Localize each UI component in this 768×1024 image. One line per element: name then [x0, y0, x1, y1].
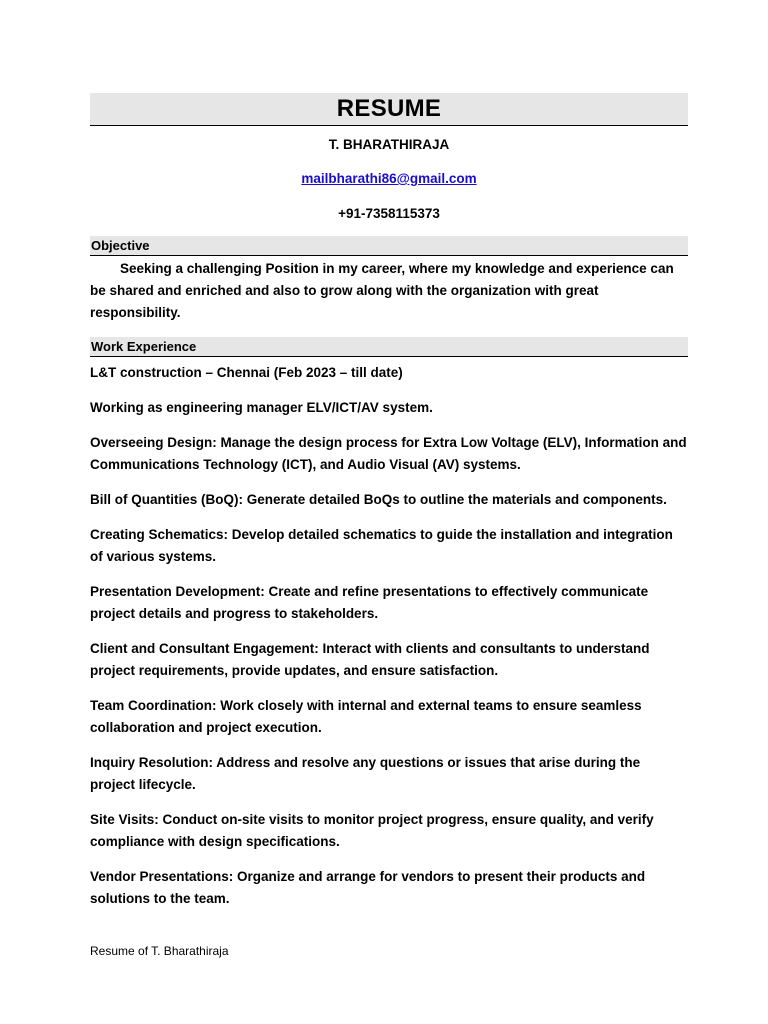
experience-item: Overseeing Design: Manage the design process for Extra Low Voltage (ELV), Information and Communications Technology (ICT), and Audio Visual (AV) systems. [90, 435, 687, 472]
page-footer: Resume of T. Bharathiraja [90, 944, 229, 958]
experience-item: Presentation Development: Create and refine presentations to effectively communicate project details and progress to stakeholders. [90, 584, 649, 621]
experience-item: Vendor Presentations: Organize and arrange for vendors to present their products and solutions to the team. [90, 869, 646, 906]
experience-item: Site Visits: Conduct on-site visits to monitor project progress, ensure quality, and verify compliance with design specifications. [90, 812, 654, 849]
email-line [90, 169, 688, 189]
page-title: RESUME [336, 95, 442, 122]
experience-item: Client and Consultant Engagement: Interact with clients and consultants to understand project requirements, provide updates, and ensure satisfaction. [90, 641, 650, 678]
email-link[interactable]: mailbharathi86@gmail.com [301, 171, 477, 186]
resume-page [90, 93, 688, 910]
objective-heading: Objective [90, 236, 688, 256]
objective-text: Seeking a challenging Position in my career, where my knowledge and experience can be shared and enriched and also to grow along with the organization with great responsibility. [90, 261, 674, 320]
work-experience-heading: Work Experience [90, 337, 688, 357]
experience-item: Inquiry Resolution: Address and resolve any questions or issues that arise during the project lifecycle. [90, 755, 641, 792]
experience-item: Team Coordination: Work closely with internal and external teams to ensure seamless collaboration and project execution. [90, 698, 642, 735]
company-line: L&T construction – Chennai (Feb 2023 – till date) [90, 365, 403, 380]
role-line: Working as engineering manager ELV/ICT/AV system. [90, 400, 433, 415]
phone-number: +91-7358115373 [338, 206, 440, 221]
experience-item: Creating Schematics: Develop detailed schematics to guide the installation and integration of various systems. [90, 527, 673, 564]
candidate-name: T. BHARATHIRAJA [328, 137, 450, 152]
experience-item: Bill of Quantities (BoQ): Generate detailed BoQs to outline the materials and components. [90, 492, 667, 507]
title-bar [90, 93, 688, 126]
